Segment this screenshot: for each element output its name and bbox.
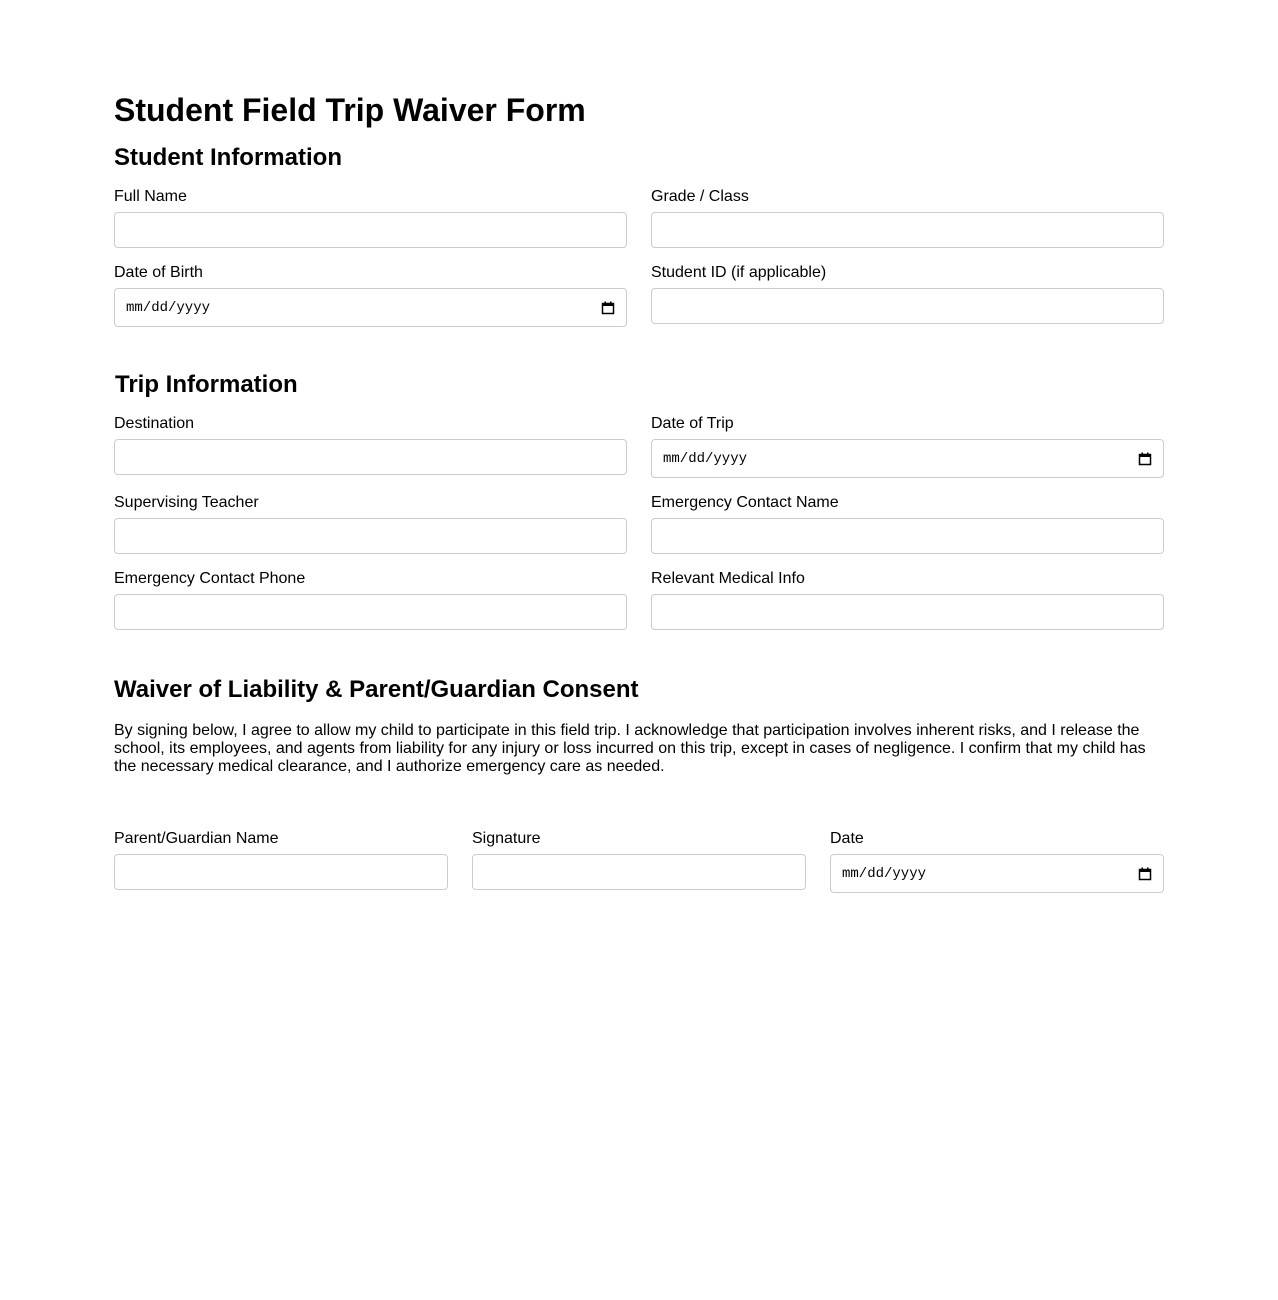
student-fields-grid (114, 188, 1164, 327)
emergency-contact-phone-field (114, 570, 627, 630)
date-of-trip-field (651, 415, 1164, 478)
calendar-icon[interactable] (1138, 867, 1152, 881)
student-information-section (114, 144, 1164, 327)
signature-input[interactable] (472, 854, 806, 890)
waiver-heading: Waiver of Liability & Parent/Guardian Consent (114, 676, 639, 703)
signature-date-field (830, 830, 1164, 893)
trip-information-heading: Trip Information (115, 371, 298, 398)
student-id-label: Student ID (if applicable) (651, 264, 827, 281)
waiver-section (114, 676, 1164, 893)
date-of-birth-label: Date of Birth (114, 264, 203, 281)
trip-information-section (114, 371, 1164, 630)
student-information-heading: Student Information (114, 144, 342, 171)
waiver-text: By signing below, I agree to allow my child to participate in this field trip. I acknowledge that participation involves inherent risks, and I release the school, its employees, and agents from liability for any injury or loss incurred on this trip, except in cases of negligence. I confirm that my child has the necessary medical clearance, and I authorize emergency care as needed. (114, 722, 1146, 775)
emergency-contact-name-input[interactable] (651, 518, 1164, 554)
student-id-field (651, 264, 1164, 327)
date-of-trip-input[interactable] (651, 439, 1164, 478)
grade-class-label: Grade / Class (651, 188, 749, 205)
grade-class-input[interactable] (651, 212, 1164, 248)
page-title: Student Field Trip Waiver Form (114, 92, 586, 128)
calendar-icon[interactable] (1138, 452, 1152, 466)
supervising-teacher-input[interactable] (114, 518, 627, 554)
student-id-input[interactable] (651, 288, 1164, 324)
date-of-birth-placeholder: mm/dd/yyyy (126, 299, 211, 316)
waiver-form-page (114, 0, 1164, 893)
relevant-medical-info-field (651, 570, 1164, 630)
date-of-trip-placeholder: mm/dd/yyyy (663, 450, 748, 467)
full-name-field (114, 188, 627, 248)
grade-class-field (651, 188, 1164, 248)
destination-input[interactable] (114, 439, 627, 475)
parent-guardian-name-input[interactable] (114, 854, 448, 890)
full-name-input[interactable] (114, 212, 627, 248)
relevant-medical-info-input[interactable] (651, 594, 1164, 630)
emergency-contact-phone-input[interactable] (114, 594, 627, 630)
emergency-contact-name-label: Emergency Contact Name (651, 494, 839, 511)
signature-date-placeholder: mm/dd/yyyy (842, 865, 927, 882)
signature-date-label: Date (830, 830, 864, 847)
relevant-medical-info-label: Relevant Medical Info (651, 570, 805, 587)
destination-field (114, 415, 627, 478)
emergency-contact-phone-label: Emergency Contact Phone (114, 570, 306, 587)
parent-guardian-name-label: Parent/Guardian Name (114, 830, 279, 847)
date-of-trip-label: Date of Trip (651, 415, 734, 432)
destination-label: Destination (114, 415, 195, 432)
supervising-teacher-field (114, 494, 627, 554)
signature-date-input[interactable] (830, 854, 1164, 893)
trip-fields-grid (114, 415, 1164, 630)
full-name-label: Full Name (114, 188, 187, 205)
signature-label: Signature (472, 830, 541, 847)
calendar-icon[interactable] (601, 301, 615, 315)
date-of-birth-field (114, 264, 627, 327)
signature-field (472, 830, 806, 893)
parent-guardian-name-field (114, 830, 448, 893)
signature-fields-grid (114, 830, 1164, 893)
supervising-teacher-label: Supervising Teacher (114, 494, 259, 511)
emergency-contact-name-field (651, 494, 1164, 554)
date-of-birth-input[interactable] (114, 288, 627, 327)
